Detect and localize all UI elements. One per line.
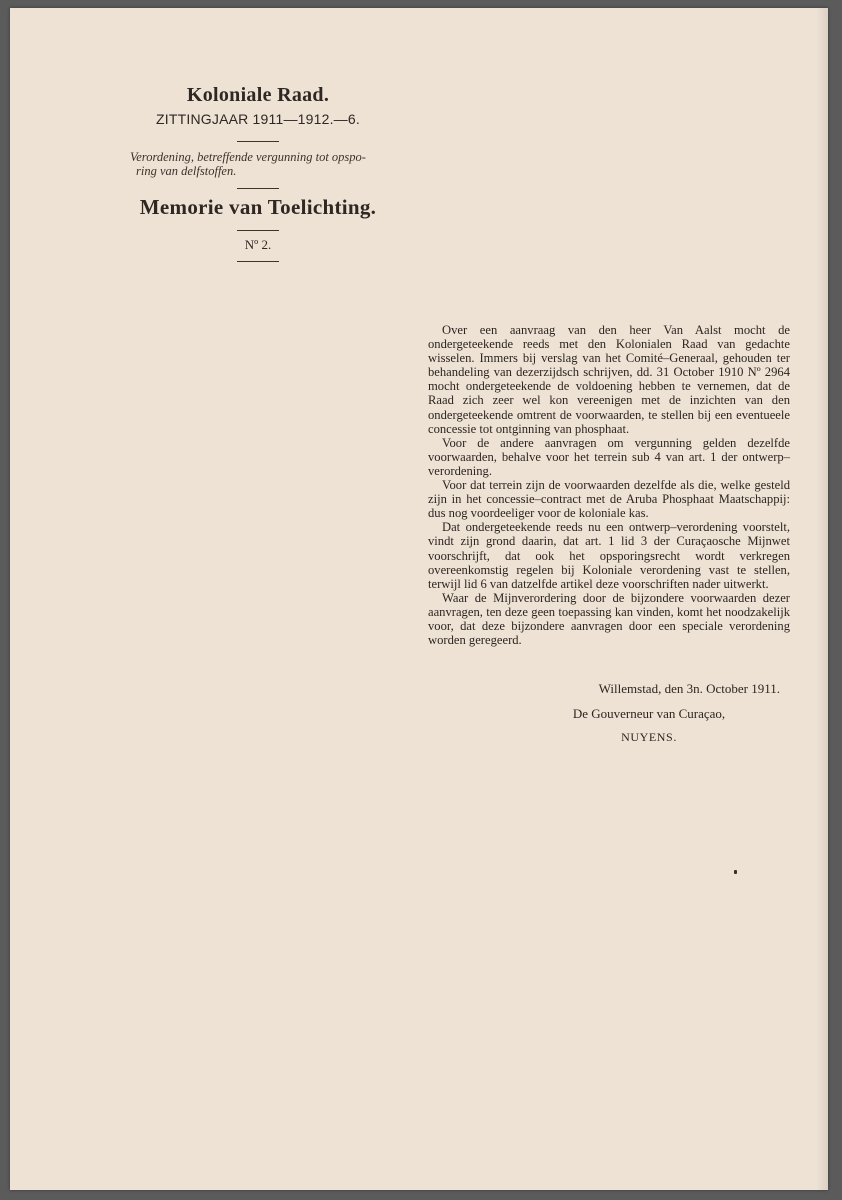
signature: NUYENS. [621, 730, 677, 744]
memorie-heading: Memorie van Toelichting. [139, 195, 377, 219]
paragraph: Over een aanvraag van den heer Van Aalst mocht de ondergeteekende reeds met den Kolonialen Raad van gedachte wisselen. Immers bij verslag van het Comité–Generaal, gehouden ter behandeling van dezerzijdsch schrijven, dd. 31 October 1910 Nº 2964 mocht ondergeteekende de voldoening hebben te vernemen, dat de Raad zich zeer wel kon vereenigen met de inzichten van den ondergeteekende omtrent de voorwaarden, te stellen bij een eventueele concessie tot ontginning van phosphaat. [428, 323, 790, 436]
body-text [428, 323, 790, 647]
council-title: Koloniale Raad. [186, 84, 330, 106]
divider [237, 230, 279, 231]
divider [237, 188, 279, 189]
document-number: Nº 2. [244, 237, 272, 252]
paragraph: Voor de andere aanvragen om vergunning gelden dezelfde voorwaarden, behalve voor het terrein sub 4 van art. 1 der ontwerp–verordening. [428, 435, 790, 478]
paragraph: Voor dat terrein zijn de voorwaarden dezelfde als die, welke gesteld zijn in het concessie–contract met de Aruba Phosphaat Maatschappij: dus nog voordeeliger voor de koloniale kas. [428, 478, 790, 521]
subject-line-1: Verordening, betreffende vergunning tot opspo- [130, 150, 366, 164]
place-date [428, 681, 790, 697]
divider [237, 261, 279, 262]
governor-title: De Gouverneur van Curaçao, [572, 706, 726, 721]
document-header [128, 84, 388, 262]
page-edge-shadow [816, 8, 828, 1190]
paper-speck [734, 870, 737, 874]
subject-line-2: ring van delfstoffen. [136, 164, 237, 178]
place-date-text: Willemstad, den 3n. October 1911. [598, 681, 780, 696]
paragraph: Dat ondergeteekende reeds nu een ontwerp–verordening voorstelt, vindt zijn grond daarin, dat art. 1 lid 3 der Curaçaosche Mijnwet voorschrijft, dat ook het opsporingsrecht wordt verkregen overeenkomstig regelen bij Koloniale verordening vast te stellen, terwijl lid 6 van datzelfde artikel deze voorschriften nader uitwerkt. [428, 520, 790, 591]
session-year: ZITTINGJAAR 1911—1912.—6. [156, 111, 360, 127]
subject-line [128, 150, 388, 178]
divider [237, 141, 279, 142]
paragraph: Waar de Mijnverordering door de bijzondere voorwaarden dezer aanvragen, ten deze geen toepassing kan vinden, komt het noodzakelijk voor, dat deze bijzondere aanvragen door een speciale verordening worden geregeerd. [428, 590, 790, 648]
